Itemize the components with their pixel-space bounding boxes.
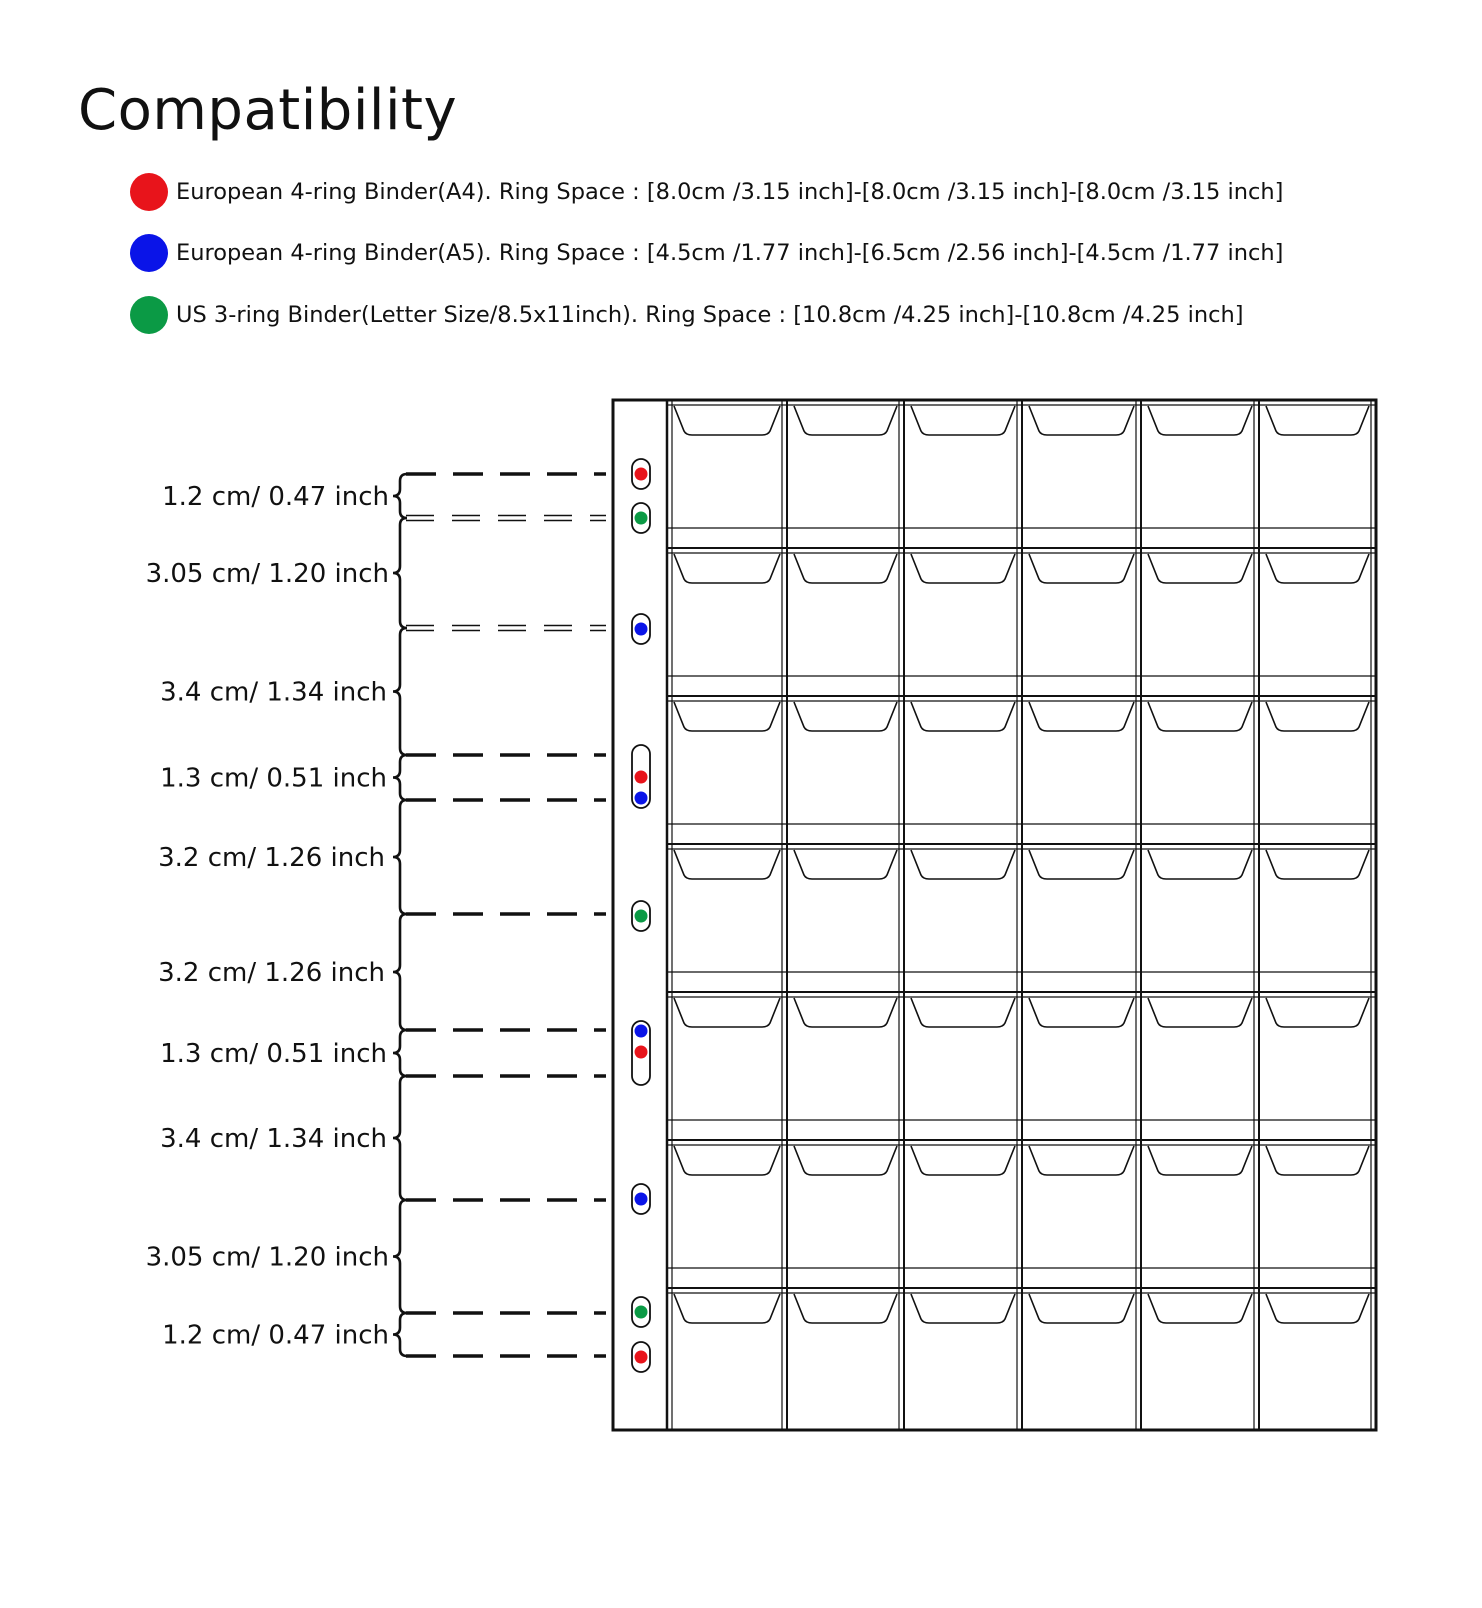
dimension-label: 3.4 cm/ 1.34 inch xyxy=(160,1124,387,1154)
dimension-label: 1.2 cm/ 0.47 inch xyxy=(162,482,389,512)
red-ring-marker-icon xyxy=(635,1351,648,1364)
dimension-label: 3.4 cm/ 1.34 inch xyxy=(160,677,387,708)
blue-ring-marker-icon xyxy=(635,792,648,805)
dimension-brace xyxy=(393,1030,407,1076)
coin-page-sheet xyxy=(613,400,1376,1430)
dimension-label: 1.3 cm/ 0.51 inch xyxy=(160,763,387,794)
dimension-brace xyxy=(393,628,407,755)
dimension-labels xyxy=(146,482,389,1351)
blue-ring-marker-icon xyxy=(635,623,648,636)
dimension-label: 1.3 cm/ 0.51 inch xyxy=(160,1039,387,1069)
dimension-brace xyxy=(393,1076,407,1200)
dimension-label: 3.2 cm/ 1.26 inch xyxy=(158,958,385,988)
dimension-label: 3.05 cm/ 1.20 inch xyxy=(145,559,389,589)
dimension-brace xyxy=(393,914,407,1030)
dimension-brace xyxy=(393,518,407,628)
dimension-braces xyxy=(393,474,407,1356)
page-title: Compatibility xyxy=(78,78,458,143)
green-ring-marker-icon xyxy=(635,910,648,923)
dimension-brace xyxy=(393,474,407,518)
legend-label-us-letter: US 3-ring Binder(Letter Size/8.5x11inch). Ring Space : [10.8cm /4.25 inch]-[10.8cm /4.25 inch] xyxy=(176,302,1244,328)
red-ring-marker-icon xyxy=(635,468,648,481)
dimension-brace xyxy=(393,800,407,914)
legend-label-a4: European 4-ring Binder(A4). Ring Space : [8.0cm /3.15 inch]-[8.0cm /3.15 inch]-[8.0cm /3.15 inch] xyxy=(176,179,1284,205)
dimension-label: 3.2 cm/ 1.26 inch xyxy=(158,843,385,873)
red-ring-marker-icon xyxy=(635,771,648,784)
dimension-brace xyxy=(393,1313,407,1356)
dimension-brace xyxy=(393,1200,407,1313)
red-ring-marker-icon xyxy=(635,1046,648,1059)
sheet-outline xyxy=(613,400,1376,1430)
blue-ring-marker-icon xyxy=(635,1025,648,1038)
dimension-label: 3.05 cm/ 1.20 inch xyxy=(145,1242,389,1273)
blue-ring-marker-icon xyxy=(635,1193,648,1206)
green-ring-marker-icon xyxy=(635,1306,648,1319)
green-ring-marker-icon xyxy=(635,512,648,525)
dimension-label: 1.2 cm/ 0.47 inch xyxy=(162,1320,389,1351)
hole-guide-lines xyxy=(406,474,606,1356)
legend-label-a5: European 4-ring Binder(A5). Ring Space : [4.5cm /1.77 inch]-[6.5cm /2.56 inch]-[4.5cm /1.77 inch] xyxy=(176,240,1284,266)
dimension-brace xyxy=(393,755,407,800)
